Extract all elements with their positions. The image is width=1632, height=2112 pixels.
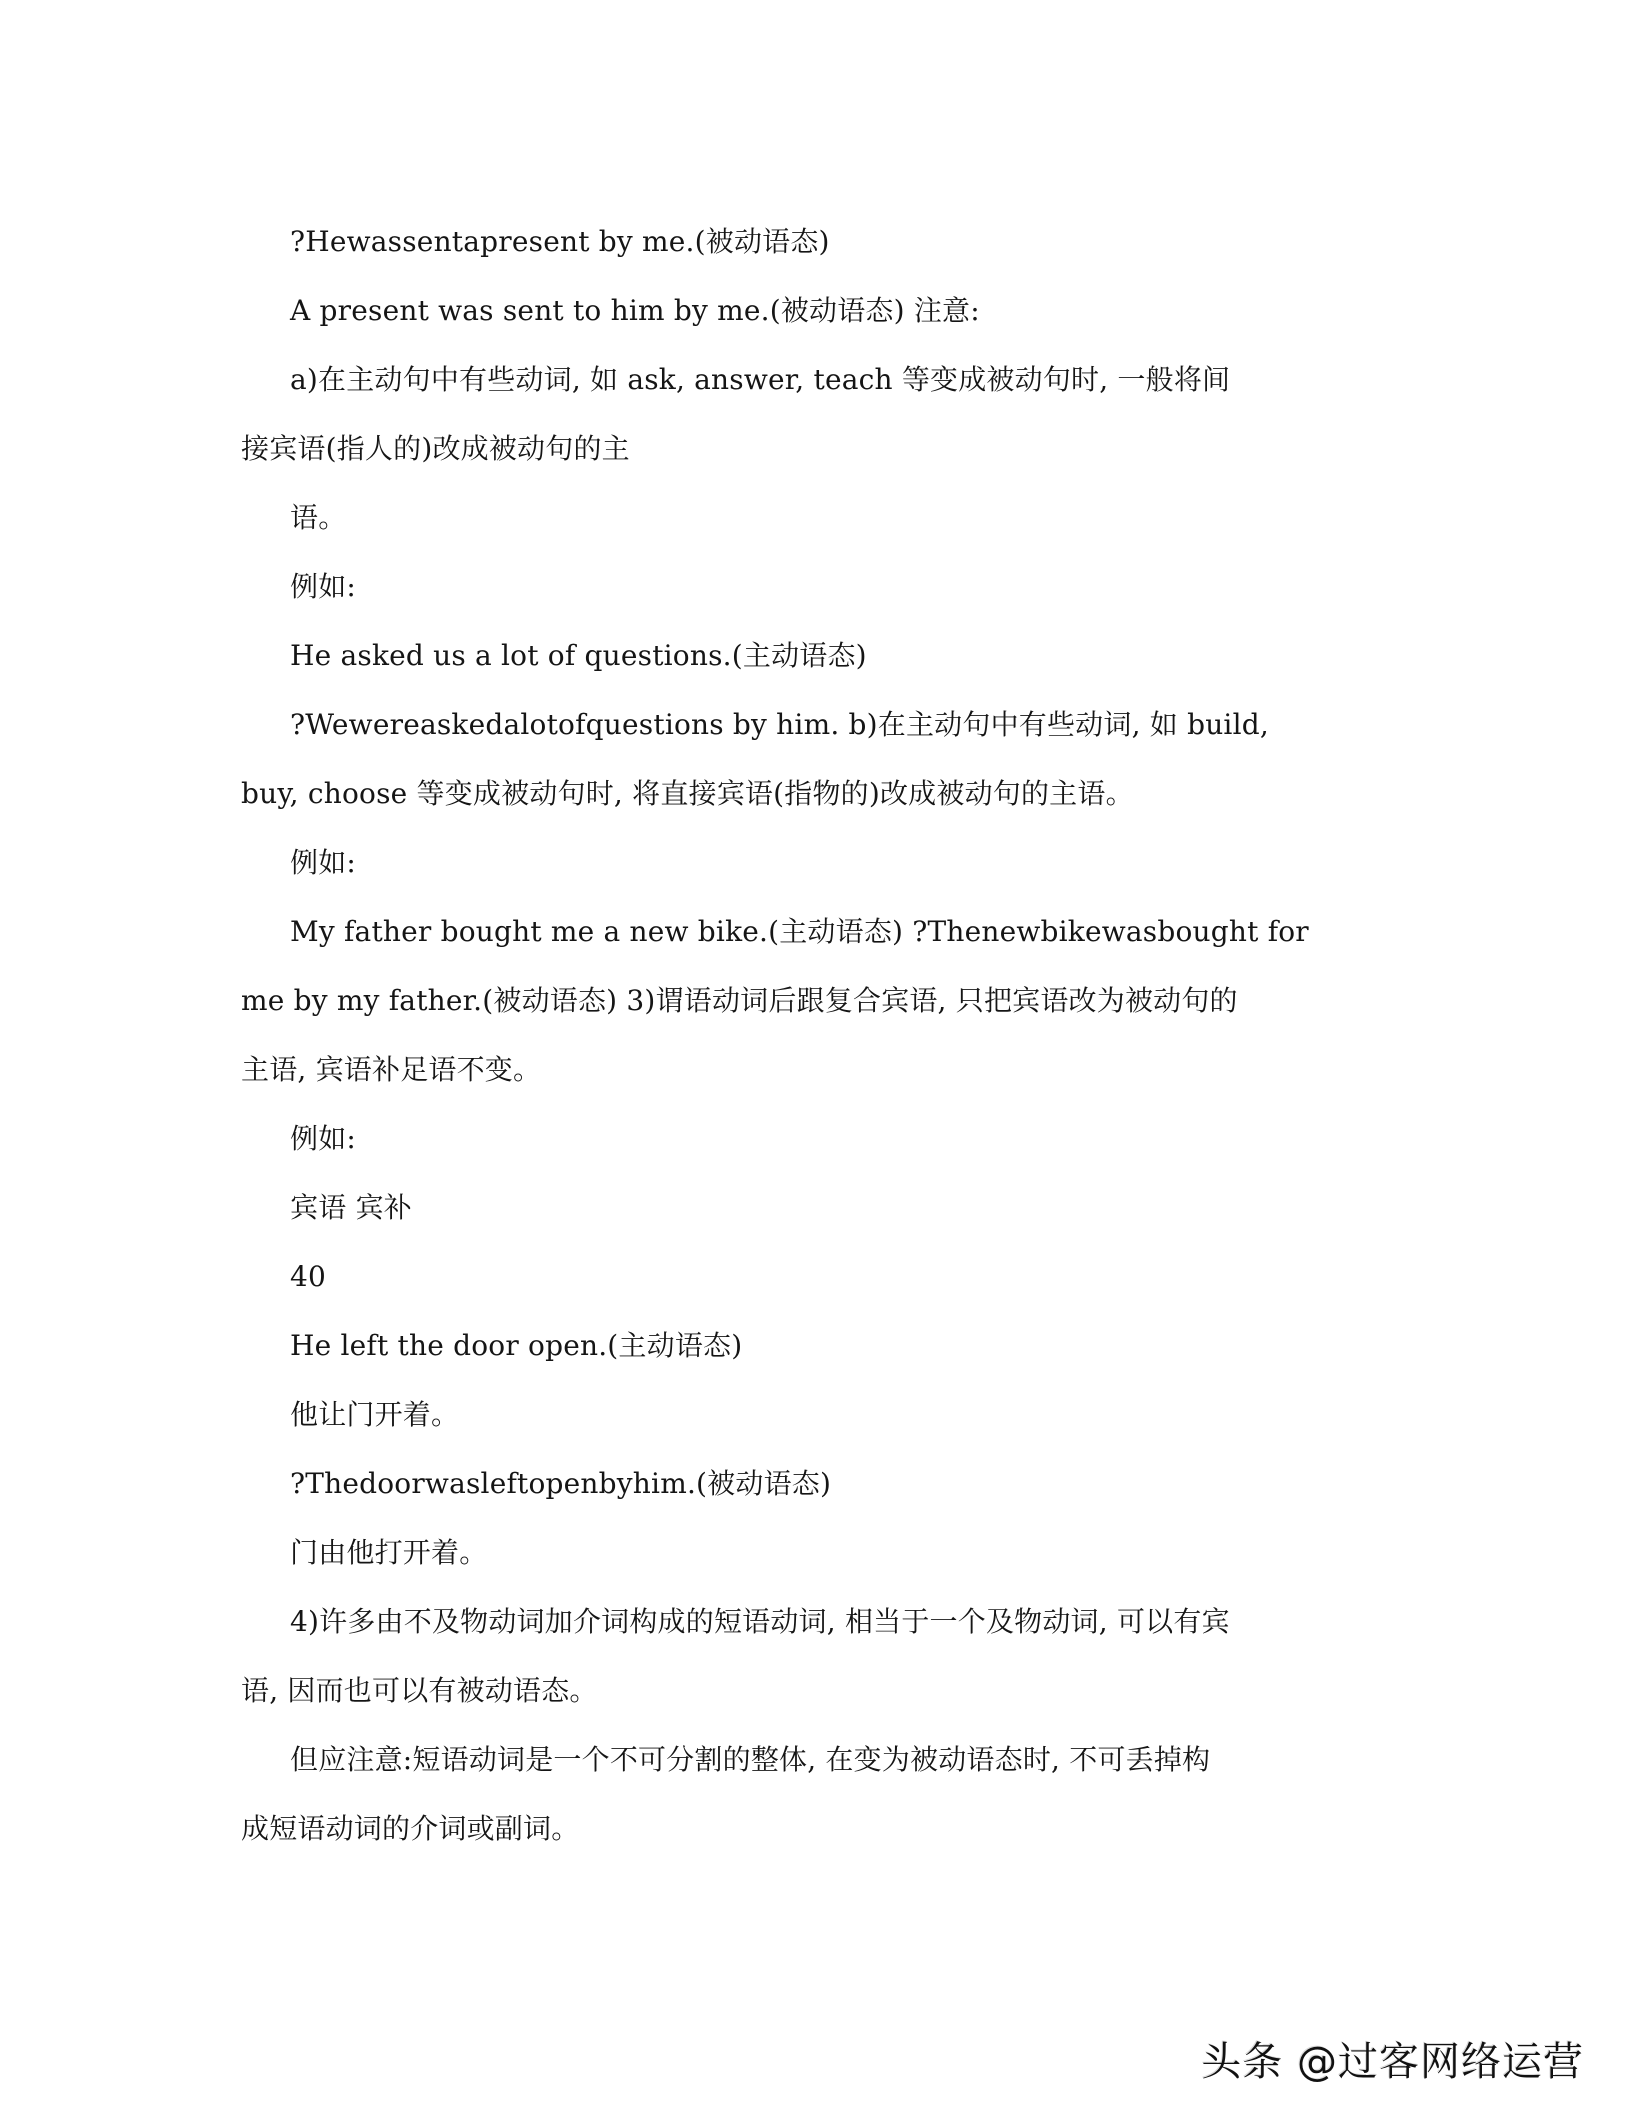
text-line-23: 但应注意:短语动词是一个不可分割的整体, 在变为被动语态时, 不可丢掉构 [290,1743,1211,1776]
text-line-9: buy, choose 等变成被动句时, 将直接宾语(指物的)改成被动句的主语。 [241,777,1134,810]
text-line-1: ?Hewassentapresent by me.(被动语态) [290,225,830,258]
text-line-14: 例如: [290,1122,357,1155]
text-line-4: 接宾语(指人的)改成被动句的主 [241,432,630,465]
text-line-5: 语。 [290,501,347,534]
text-line-17: He left the door open.(主动语态) [290,1329,743,1362]
text-line-11: My father bought me a new bike.(主动语态) ?Thenewbikewasbought for [290,915,1309,948]
text-line-6: 例如: [290,570,357,603]
text-line-10: 例如: [290,846,357,879]
text-line-3: a)在主动句中有些动词, 如 ask, answer, teach 等变成被动句时, 一般将间 [290,363,1231,396]
watermark-label: 头条 @过客网络运营 [1201,2039,1584,2085]
text-line-7: He asked us a lot of questions.(主动语态) [290,639,867,672]
text-line-22: 语, 因而也可以有被动语态。 [241,1674,598,1707]
text-line-19: ?Thedoorwasleftopenbyhim.(被动语态) [290,1467,832,1500]
text-line-20: 门由他打开着。 [290,1536,488,1569]
text-line-8: ?Wewereaskedalotofquestions by him. b)在主动句中有些动词, 如 build, [290,708,1269,741]
text-line-21: 4)许多由不及物动词加介词构成的短语动词, 相当于一个及物动词, 可以有宾 [290,1605,1230,1638]
text-line-18: 他让门开着。 [290,1398,460,1431]
page-number-text: 40 [290,1260,327,1293]
text-line-2: A present was sent to him by me.(被动语态) 注意: [290,294,980,327]
text-line-13: 主语, 宾语补足语不变。 [241,1053,542,1086]
text-line-24: 成短语动词的介词或副词。 [241,1812,580,1845]
text-line-15: 宾语 宾补 [290,1191,412,1224]
text-line-12: me by my father.(被动语态) 3)谓语动词后跟复合宾语, 只把宾语改为被动句的 [241,984,1238,1017]
